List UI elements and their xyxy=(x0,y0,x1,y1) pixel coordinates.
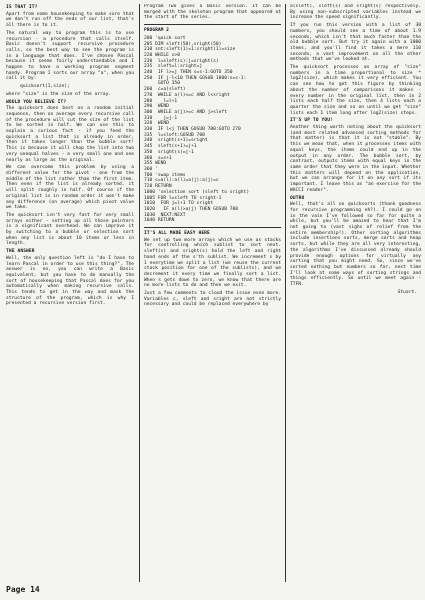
code-line: 205 DIM sleft(50),sright(50) xyxy=(144,41,222,47)
code-line: 1005 FOR l=sleft TO sright-1 xyxy=(144,195,222,201)
paragraph: where "size" is the size of the array. xyxy=(6,91,112,97)
right-column xyxy=(290,4,421,588)
code-line: 230 l=sleft(s):j=sright(s) xyxy=(144,58,219,64)
code-line: 1040 RETURN xyxy=(144,218,175,224)
paragraph: The quicksort isn't very fast for very small arrays either - setting up all those pointers is a significant overhead. We can improve it by switching to a bubble or selection sort when any list is about 10 items or less in length. xyxy=(6,212,134,247)
code-line: 700 'swap items xyxy=(144,172,186,178)
magazine-page xyxy=(6,4,421,596)
code-line: 290 WEND xyxy=(144,104,169,110)
paragraph: Just a few comments to cloud the issue even more. Variables c, sleft and sright are not strictly necessary and could be replaced everywhere by xyxy=(144,291,281,308)
paragraph: Program Two gives a Basic version. It can be merged with the skeleton program that appeared at the start of the series. xyxy=(144,4,281,21)
author-signature: Stuart. xyxy=(397,289,417,295)
code-line: 345 sleft(s+1)=j+1 xyxy=(144,144,197,150)
code-line: 335 l=sleft:GOSUB 700 xyxy=(144,132,205,138)
code-line: 340 sright(s+1)=sright xyxy=(144,138,208,144)
code-line: 1010 FOR j=l+1 TO sright xyxy=(144,201,214,207)
code-line: 240 IF l>=j THEN s=s-1:GOTO 350 xyxy=(144,70,233,76)
section-heading: IT'S UP TO YOU! xyxy=(290,118,333,124)
section-is-that-it xyxy=(6,5,134,98)
paragraph: Apart from some housekeeping to make sure that we don't run off the ends of our list, that's all there is to it. xyxy=(6,11,134,29)
paragraph: The natural way to program this is to use recursion - a procedure that calls itself. Basic doesn't support recursive procedure calls, so the best way to see the program is in a language that does. I've chosen Pascal because it seems fairly understandable and I happen to have a working program segment handy. Program 1 sorts our array "a", when you call it by: xyxy=(6,30,134,82)
code-line: 1030 NEXT:NEXT xyxy=(144,212,186,218)
left-column xyxy=(6,4,134,588)
code-line: 1020 IF a(l)>a(j) THEN GOSUB 700 xyxy=(144,206,239,212)
section-heading: OUTRO xyxy=(290,195,305,201)
code-line: 280 l=l+1 xyxy=(144,98,178,104)
page-number: Page 14 xyxy=(6,585,40,594)
code-line: 200 'quick sort xyxy=(144,35,186,41)
divider-line xyxy=(144,24,281,25)
code-line: 360 s=s+1 xyxy=(144,155,172,161)
paragraph: Another thing worth noting about the quicksort (and most related advanced sorting methods for that matter) is that it is not "stable". By this we mean that, when it processes items with equal keys, the items could end up in the output in any order. The bubble sort, by contrast, outputs items with equal keys in the same order that they were in the input. Whether this matters will depend on the application, but we can arrange for it on any sort if its important. I leave this as "an exercise for the WACCI reader". xyxy=(290,125,421,193)
section-heading: THE ANSWER xyxy=(6,249,35,255)
code-line: 310 j=j-1 xyxy=(144,115,178,121)
paragraph: The quicksort processes an array of "size" numbers in a time proportional to size * log2(size), which makes it very efficient. You can see how to get this figure by thinking about the number of comparisons it makes - every number in the original list, then in 2 lists each half the size, then 4 lists each a quarter the size and so on until we get "size" lists each 1 item long after log2(size) steps. xyxy=(290,65,421,116)
paragraph: If you run this version with a list of 30 numbers, you should see a time of about 1.9 seconds, which isn't that much faster than the old bubble sort. But try it again with a 1000 items, and you'll find it takes a mere 110 seconds, a vast improvement on all the other methods that we've looked at. xyxy=(290,23,421,63)
code-line: 355 WEND xyxy=(144,161,167,167)
middle-column xyxy=(144,4,281,588)
code-line: 210 snt:sleft(1)=1:sright(1)=size xyxy=(144,47,236,53)
code-line: 250 IF j-l<10 THEN GOSUB 1000:s=s-1: xyxy=(144,75,247,81)
section-heading: IT'S ALL MADE EASY HERE xyxy=(144,231,210,237)
code-line: 260 c=a(sleft) xyxy=(144,87,186,93)
code-line: 330 IF l<j THEN GOSUB 700:GOTO 270 xyxy=(144,127,241,133)
code-line: 220 WHILE s>0 xyxy=(144,52,180,58)
section-would-you-believe-it xyxy=(6,100,134,248)
column-divider xyxy=(139,4,140,582)
code-line: 720 RETURN xyxy=(144,184,172,190)
code-line: 270 WHILE a(l)<=c AND l<sright xyxy=(144,92,230,98)
program-title: PROGRAM 2 xyxy=(144,28,169,34)
code-line: GOTO 350 xyxy=(144,81,180,87)
code-line: 350 sright(s)=j-1 xyxy=(144,149,194,155)
code-line: 360 ' xyxy=(144,166,158,172)
code-line: quicksort(1,size); xyxy=(20,84,70,90)
code-line: 235 sleft=l:sright=j xyxy=(144,64,203,70)
paragraph: We can overcome this problem by using a different value for the pivot - one from the middle of the list rather than the first item. Then even if the list is already sorted, it will split roughly in half. Of course if the original list is in random order it won't make any difference (on average) which pivot value we take. xyxy=(6,165,134,211)
section-heading: WOULD YOU BELIEVE IT? xyxy=(6,99,67,105)
divider-line xyxy=(144,227,281,228)
program-listing xyxy=(144,36,281,224)
column-divider xyxy=(285,4,286,582)
paragraph: Well, the only question left is "do I have to learn Pascal in order to use this thing?". The answer is no, you can write a Basic equivalent, but you have to do manually the sort of housekeeping that Pascal does for you automatically when making recursive calls. This tends to get in the way and mask the structure of the program, which is why I presented a recursive version first. xyxy=(6,255,134,307)
code-line: 710 c=a(l):a(l)=a(j):a(j)=c xyxy=(144,178,219,184)
code-line: 320 WEND xyxy=(144,121,169,127)
code-line: 1000 'selection sort (sleft to sright) xyxy=(144,189,250,195)
code-line: 300 WHILE a(j)>=c AND j>sleft xyxy=(144,109,227,115)
paragraph: We set up two more arrays which we use as stacks for controlling which sublist to sort next. sleft(s) and sright(s) hold the left and right hand ends of the s'th sublist. We increment s by 1 everytime we split a list (we reuse the current stack position for one of the sublists), and we decrement it every time we finally sort a list. When s gets down to zero, we know that there are no more lists to do and then we exit. xyxy=(144,237,281,289)
section-the-answer xyxy=(6,249,134,307)
code-snippet xyxy=(6,84,134,90)
paragraph: a(sleft), sleft(s) and sright(s) respectively. By using non-subscripted variables instead we increase the speed significantly. xyxy=(290,4,421,21)
section-heading: IS THAT IT? xyxy=(6,5,38,10)
paragraph: The quicksort does best on a random initial sequence, then on average every recursive call of the procedure will cut the size of the list to be sorted in half. We can use this to explain a curious fact - if you feed the quicksort a list that is already in order, then it takes longer than the bubble sort! This is because it will chop the list into two very unequal halves - a very small one and one nearly as large as the original. xyxy=(6,106,134,163)
paragraph: Well, that's all on quicksorts (thank goodness for recursive programming eh?). I could go on in the vain I've followed so far for quite a while, but you'll be amazed to hear that I'm not going to (vast sighs of relief from the entire membership!). Other sorting algorithms include insertions sorts, merge sorts and heap sorts, but while they are all very interesting, the algorithms I've discussed already should provide enough options for virtually any sorting that you might need. So, since we've sorted nothing but numbers so far, next time I'll look at some ways of sorting strings and things efficiently. So until we meet again - TTFN. xyxy=(290,202,421,288)
